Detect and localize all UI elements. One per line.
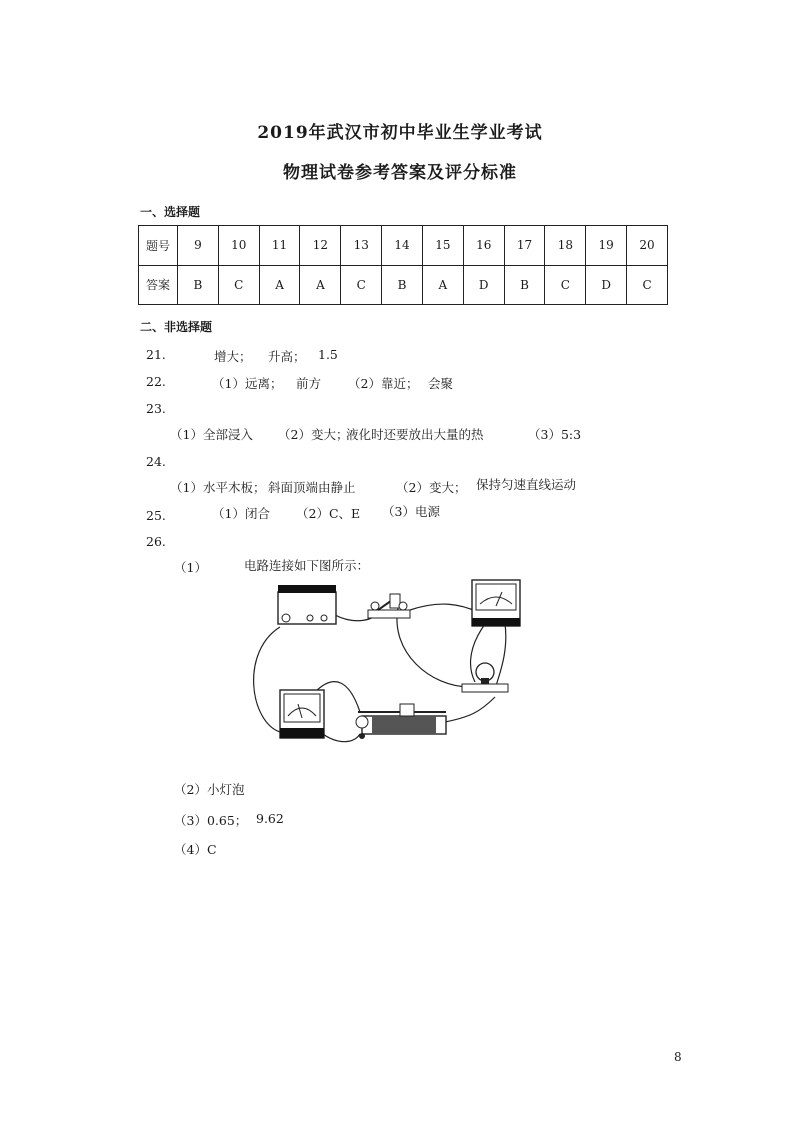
row-label-number: 题号 bbox=[139, 226, 178, 266]
table-row-numbers bbox=[139, 226, 668, 266]
question-number: 10 bbox=[218, 226, 259, 266]
row-label-answer: 答案 bbox=[139, 265, 178, 305]
circuit-diagram bbox=[240, 572, 540, 752]
q23-answer-1: （1）全部浸入 bbox=[170, 427, 253, 442]
answer-cell: C bbox=[545, 265, 586, 305]
rheostat-icon bbox=[356, 704, 446, 739]
q22-answer-2: 前方 bbox=[296, 376, 322, 391]
question-number: 20 bbox=[627, 226, 668, 266]
answer-table bbox=[138, 225, 668, 305]
question-number: 18 bbox=[545, 226, 586, 266]
q23-answer-3: 液化时还要放出大量的热 bbox=[346, 427, 484, 442]
answer-cell: A bbox=[259, 265, 300, 305]
q22-answer-3: （2）靠近； bbox=[348, 376, 419, 391]
question-number: 15 bbox=[422, 226, 463, 266]
question-number: 12 bbox=[300, 226, 341, 266]
answer-cell: C bbox=[341, 265, 382, 305]
document-subtitle: 物理试卷参考答案及评分标准 bbox=[283, 163, 517, 183]
q23-answer-4: （3）5:3 bbox=[528, 427, 582, 442]
q23-number: 23. bbox=[146, 401, 166, 416]
question-number: 14 bbox=[382, 226, 423, 266]
question-number: 19 bbox=[586, 226, 627, 266]
question-number: 9 bbox=[178, 226, 219, 266]
section2-heading: 二、非选择题 bbox=[140, 320, 213, 334]
q23-answer-2: （2）变大； bbox=[278, 427, 349, 442]
voltmeter-icon bbox=[280, 690, 324, 738]
ammeter-icon bbox=[472, 580, 520, 626]
answer-cell: A bbox=[300, 265, 341, 305]
question-number: 13 bbox=[341, 226, 382, 266]
answer-cell: C bbox=[218, 265, 259, 305]
section1-heading: 一、选择题 bbox=[140, 205, 201, 219]
q26-part3-b: 9.62 bbox=[256, 811, 284, 826]
q26-part1-text: 电路连接如下图所示： bbox=[244, 558, 370, 573]
q21-answer-1: 增大； bbox=[214, 349, 252, 364]
q26-part3-a: （3）0.65； bbox=[174, 813, 248, 828]
answer-cell: C bbox=[627, 265, 668, 305]
q26-part1-label: （1） bbox=[174, 560, 207, 575]
q24-answer-1: （1）水平木板； bbox=[170, 480, 266, 495]
q21-answer-3: 1.5 bbox=[318, 347, 338, 362]
answer-cell: B bbox=[382, 265, 423, 305]
q21-number: 21. bbox=[146, 347, 166, 362]
q24-answer-2: 斜面顶端由静止 bbox=[268, 480, 356, 495]
q26-number: 26. bbox=[146, 534, 166, 549]
q25-answer-3: （3）电源 bbox=[382, 504, 440, 519]
question-number: 11 bbox=[259, 226, 300, 266]
answer-cell: B bbox=[178, 265, 219, 305]
power-supply-icon bbox=[278, 585, 336, 624]
q26-part2: （2）小灯泡 bbox=[174, 782, 245, 797]
document-title: 2019年武汉市初中毕业生学业考试 bbox=[257, 123, 543, 143]
question-number: 17 bbox=[504, 226, 545, 266]
q25-answer-1: （1）闭合 bbox=[212, 506, 270, 521]
q24-answer-3: （2）变大； bbox=[396, 480, 467, 495]
q25-answer-2: （2）C、E bbox=[296, 506, 361, 521]
question-number: 16 bbox=[463, 226, 504, 266]
q25-number: 25. bbox=[146, 508, 166, 523]
page-number: 8 bbox=[674, 1050, 682, 1064]
q26-part4: （4）C bbox=[174, 842, 217, 857]
q22-answer-1: （1）远离； bbox=[212, 376, 283, 391]
answer-cell: A bbox=[422, 265, 463, 305]
q22-number: 22. bbox=[146, 374, 166, 389]
q22-answer-4: 会聚 bbox=[428, 376, 454, 391]
answer-cell: D bbox=[586, 265, 627, 305]
q24-number: 24. bbox=[146, 454, 166, 469]
table-row-answers bbox=[139, 265, 668, 305]
answer-cell: B bbox=[504, 265, 545, 305]
answer-cell: D bbox=[463, 265, 504, 305]
switch-icon bbox=[368, 594, 410, 618]
q24-answer-4: 保持匀速直线运动 bbox=[476, 477, 577, 492]
q21-answer-2: 升高； bbox=[268, 349, 306, 364]
